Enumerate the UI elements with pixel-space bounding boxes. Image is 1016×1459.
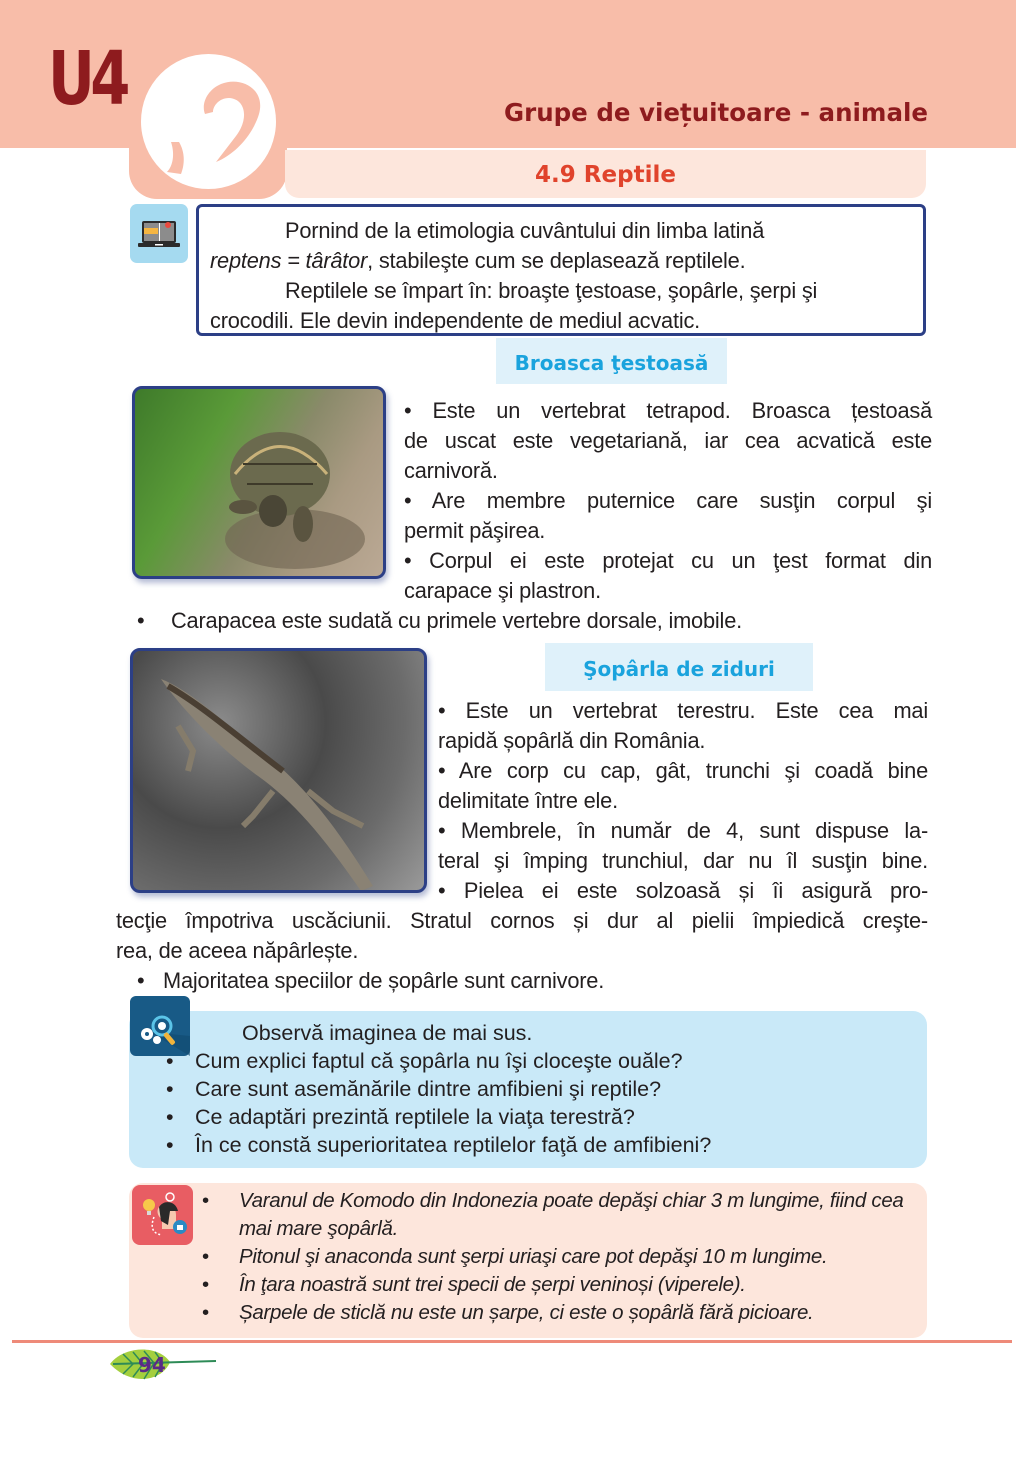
intro-box [196,204,926,336]
question-item: • În ce constă superioritatea reptilelor faţă de amfibieni? [166,1133,712,1157]
chapter-title: Grupe de viețuitoare - animale [504,98,928,127]
lizard-diet-bullet: • Majoritatea speciilor de șopârle sunt carnivore. [137,968,605,993]
question-item: • Cum explici faptul că şopârla nu îşi cloceşte ouăle? [166,1049,683,1073]
etymology-term: reptens = târâtor [210,248,368,273]
facts-list [202,1187,922,1327]
lizard-photo [130,648,427,893]
fact-item: • Șarpele de sticlă nu este un șarpe, ci este o șopârlă fără picioare. [202,1301,814,1324]
fact-item: • Pitonul şi anaconda sunt şerpi uriaşi care pot depăşi 10 m lungime. [202,1245,828,1268]
page-number: 94 [138,1353,166,1377]
section-title-turtle: Broasca ţestoasă [496,338,727,384]
observe-questions-list [166,1047,711,1159]
question-item: • Ce adaptări prezintă reptilele la viaţa terestră? [166,1105,635,1129]
laptop-icon [130,204,188,263]
intro-line-3: Reptilele se împart în: broaşte ţestoase, şopârle, şerpi şi [285,278,818,303]
turtle-description: • Este un vertebrat tetrapod. Broasca țestoasă de uscat este vegetariană, iar cea acvatică este carnivoră. • Are membre puternice care susţin corpul şi permit păşirea. • Corpul ei este protejat cu un ţest format din carapace şi plastron. [404,398,932,603]
question-item: • Care sunt asemănările dintre amfibieni şi reptile? [166,1077,662,1101]
turtle-carapace-bullet: • Carapacea este sudată cu primele vertebre dorsale, imobile. [137,608,742,633]
intro-line-4: crocodili. Ele devin independente de mediul acvatic. [210,308,701,333]
lizard-skin-continuation: tecţie împotriva uscăciunii. Stratul cornos și dur al pielii împiedică creşte- rea, de aceea năpârlește. [116,908,928,963]
unit-label: U4 [48,36,126,122]
intro-line-1: Pornind de la etimologia cuvântului din limba latină [285,218,765,243]
lesson-bar [285,150,926,198]
lizard-description: • Este un vertebrat terestru. Este cea mai rapidă șopârlă din România. • Are corp cu cap, gât, trunchi şi coadă bine delimitate între ele. • Membrele, în număr de 4, sunt dispuse la- teral şi împing trunchiul, dar nu îl susţin bine. • Pielea ei este solzoasă și îi asigură pro- [438,698,928,903]
observe-intro: Observă imaginea de mai sus. [242,1021,533,1045]
fact-item: • Varanul de Komodo din Indonezia poate depăşi chiar 3 m lungime, fiind cea mai mare şopârlă. [202,1189,904,1240]
fact-item: • În ţara noastră sunt trei specii de șerpi veninoși (viperele). [202,1273,746,1296]
section-title-lizard: Şopârla de ziduri [545,643,813,691]
footer-divider [12,1340,1012,1343]
intro-line-2: , stabileşte cum se deplasează reptilele. [367,248,746,273]
reptile-emblem-icon [141,54,276,189]
turtle-photo [132,386,386,579]
lesson-title: 4.9 Reptile [535,162,676,188]
idea-person-icon [132,1185,193,1245]
